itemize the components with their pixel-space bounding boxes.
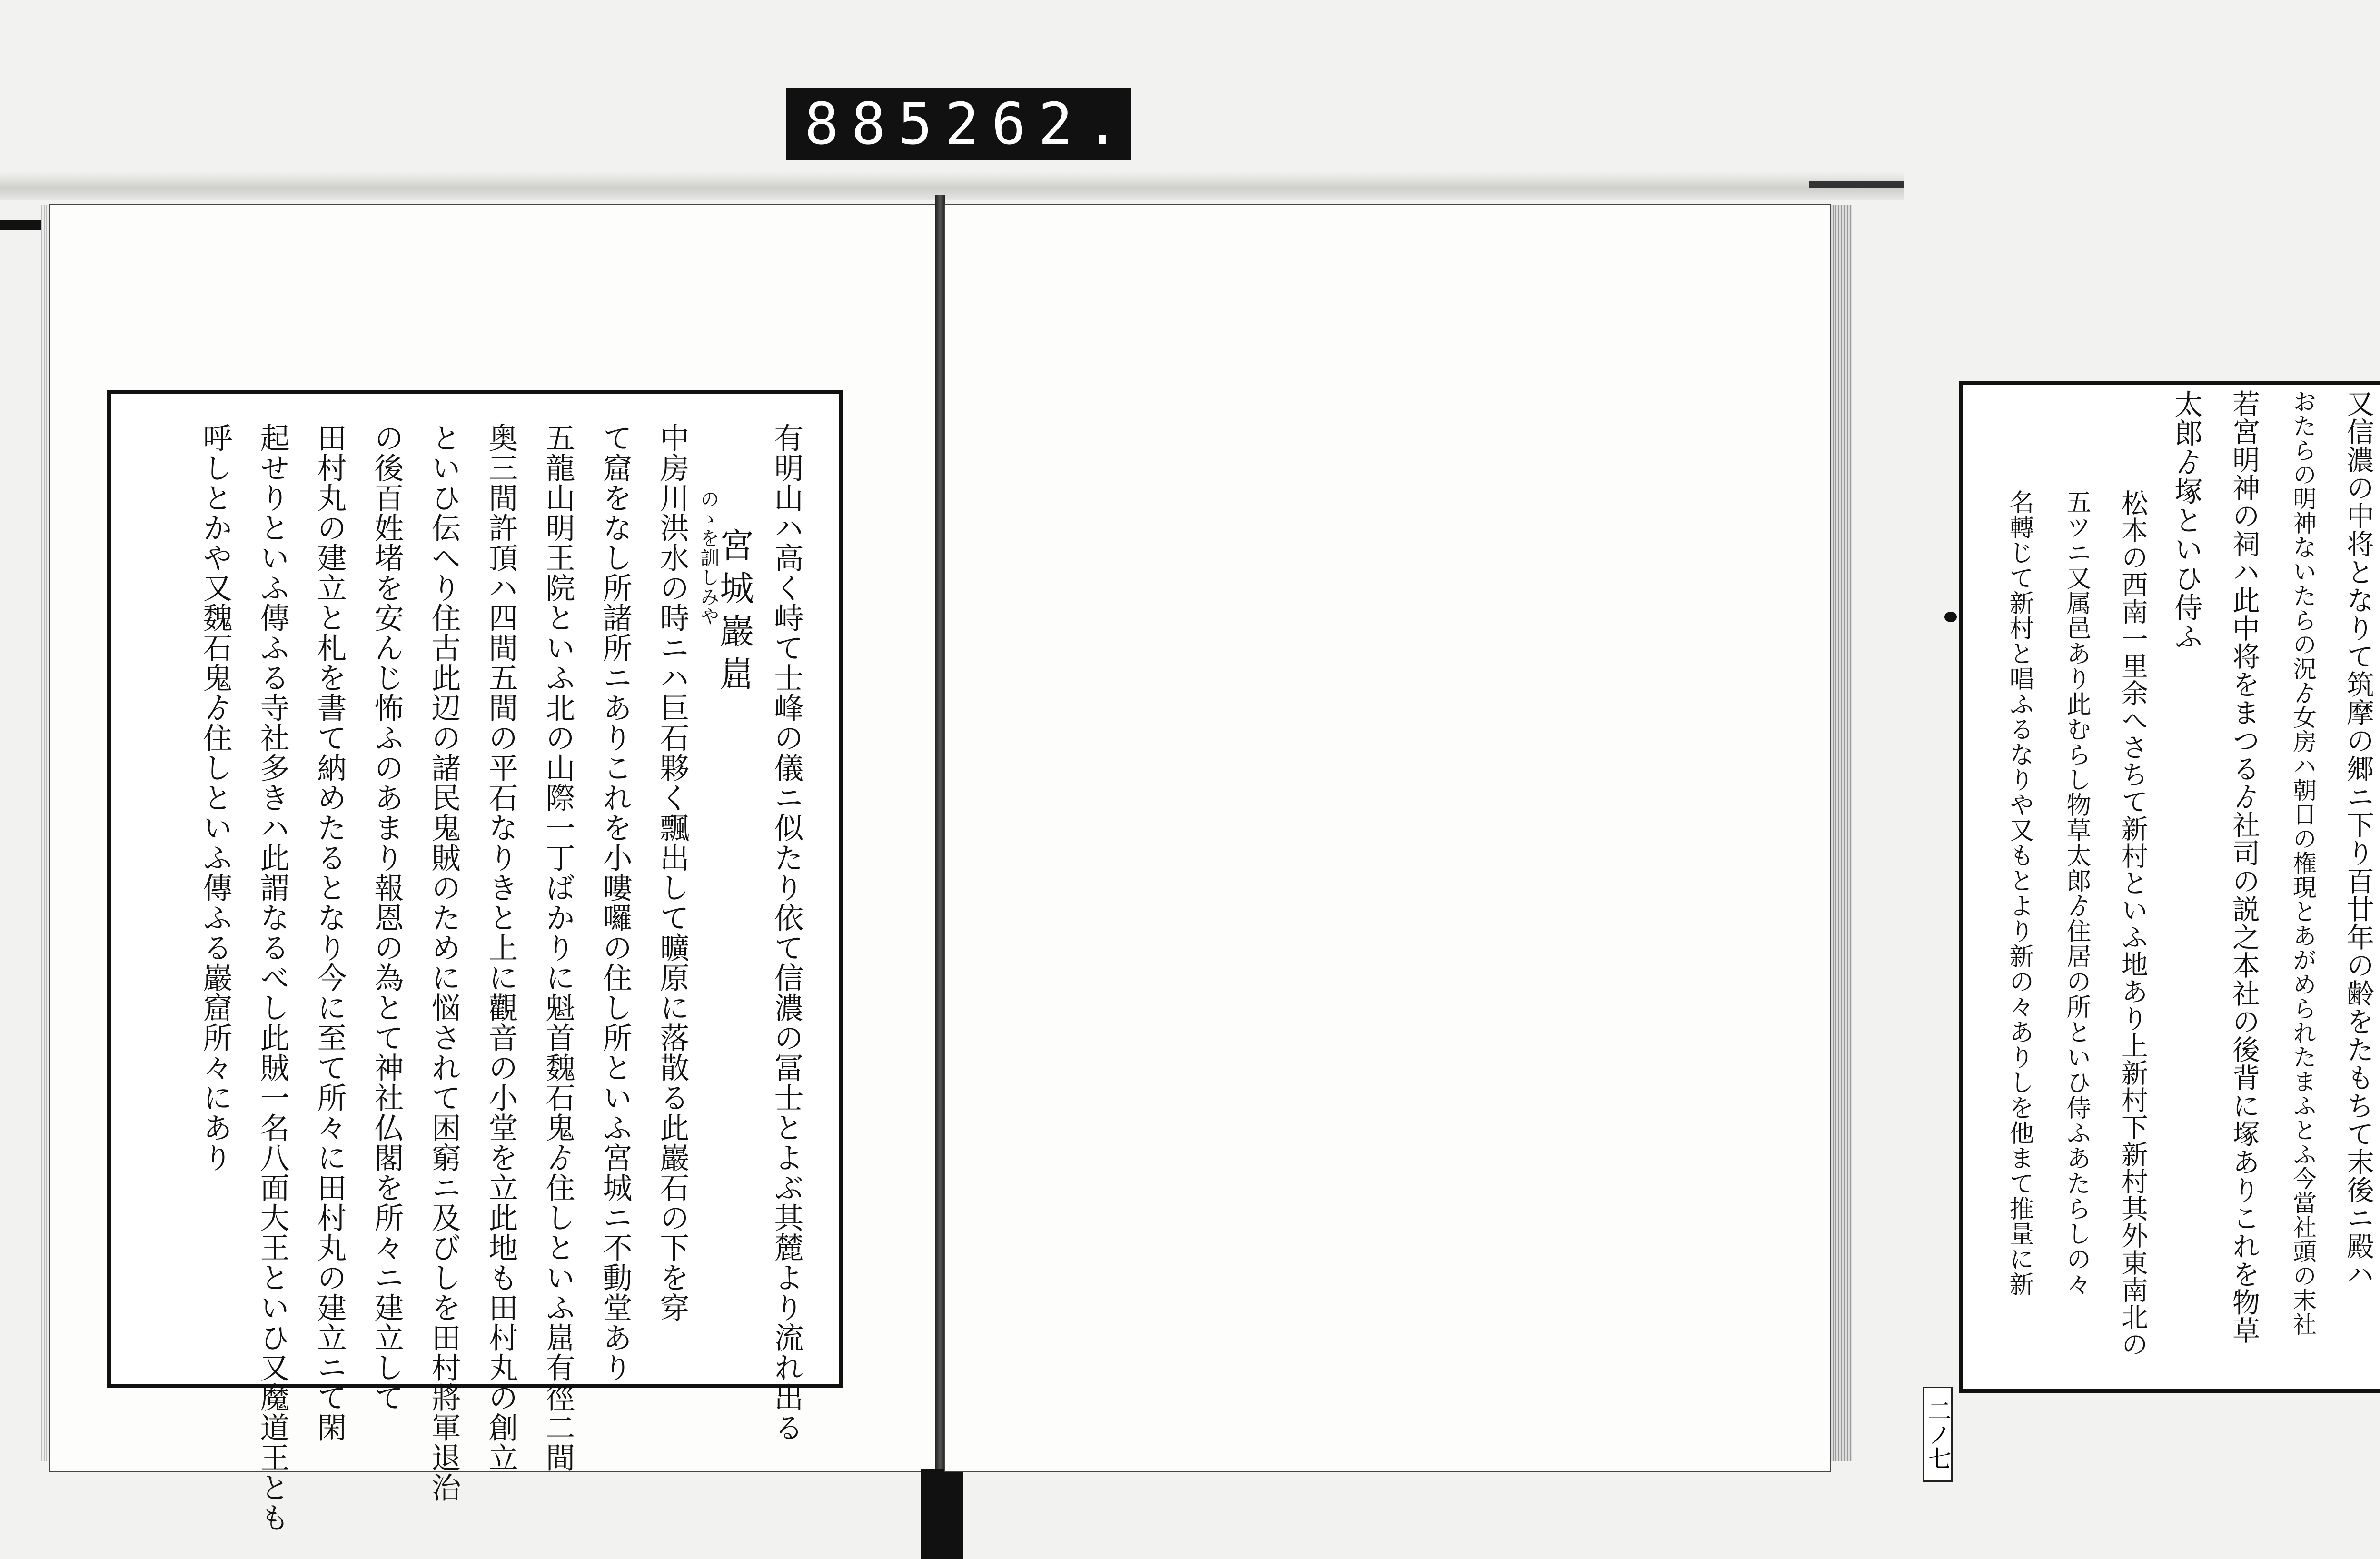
text-column: 起せりといふ傳ふる寺社多きハ此謂なるべし此賊一名八面大王といひ又魔道王とも: [255, 423, 290, 1532]
text-column: 五ツニ又属邑あり此むらし物草太郎ゟ住居の所といひ侍ふあたらしの々: [2062, 489, 2091, 1297]
text-column: 中房川洪水の時ニハ巨石夥く飄出して曠原に落散る此巖石の下を穿: [655, 423, 690, 1322]
text-column: 名轉じて新村と唱ふるなりや又もとより新の々ありしを他まて推量に新: [2005, 489, 2033, 1297]
text-column: といひ伝へり住古此辺の諸民鬼賊のために悩されて困窮ニ及びしを田村將軍退治: [426, 423, 461, 1502]
book-spine: [935, 195, 945, 1480]
spine-clip: [921, 1469, 963, 1559]
section-title: 宮城巖崫: [714, 527, 754, 699]
text-column: 若宮明神の祠ハ此中将をまつるゟ社司の説之本社の後背に塚ありこれを物草: [2228, 389, 2260, 1344]
right-page: [945, 205, 2374, 1471]
text-column: 田村丸の建立と札を書て納めたるとなり今に至て所々に田村丸の建立ニて閑: [312, 423, 347, 1442]
scan-margin: [0, 217, 14, 1556]
text-column: て窟をなし所諸所ニありこれを小嘍囉の住し所といふ宮城ニ不動堂あり: [598, 423, 633, 1382]
left-page: [50, 205, 935, 1532]
left-text-frame: [107, 390, 843, 1532]
folio-number: 二ノ七: [1923, 1387, 1953, 1482]
subtitle: のゝを訓しみや: [697, 489, 719, 626]
text-column: 呼しとかや又魏石鬼ゟ住しといふ傳ふる巖窟所々にあり: [198, 423, 233, 1172]
call-number-right: 262.: [944, 91, 1132, 158]
frame-mark-dot: [1944, 612, 1957, 622]
text-column: 松本の西南一里余へさちて新村といふ地あり上新村下新村其外東南北の: [2117, 489, 2148, 1358]
text-column: の後百姓堵を安んじ怖ふのあまり報恩の為とて神社仏閣を所々ニ建立して: [369, 423, 404, 1412]
right-text-frame: [1959, 381, 2380, 1393]
call-number-label: [786, 88, 1131, 160]
scanner-edge-marker: [1809, 181, 1904, 188]
text-column: おたらの明神ないたらの況ゟ女房ハ朝日の権現とあがめられたまふとふ今當社頭の末社: [2289, 389, 2317, 1336]
text-column: 有明山ハ高く峙て士峰の儀ニ似たり依て信濃の冨士とよぶ其麓より流れ出る: [769, 423, 804, 1442]
text-column: 又信濃の中将となりて筑摩の郷ニ下り百廿年の齢をたもちて末後ニ殿ハ: [2342, 389, 2374, 1288]
text-column: 五龍山明王院といふ北の山際一丁ばかりに魁首魏石鬼ゟ住しといふ崫有徑二間: [541, 423, 575, 1472]
text-column: 太郎ゟ塚といひ侍ふ: [2170, 389, 2203, 651]
call-number-left: 885: [804, 91, 945, 158]
text-column: 奥三間許頂ハ四間五間の平石なりきと上に觀音の小堂を立此地も田村丸の創立: [484, 423, 518, 1472]
open-book: [45, 195, 2374, 1532]
